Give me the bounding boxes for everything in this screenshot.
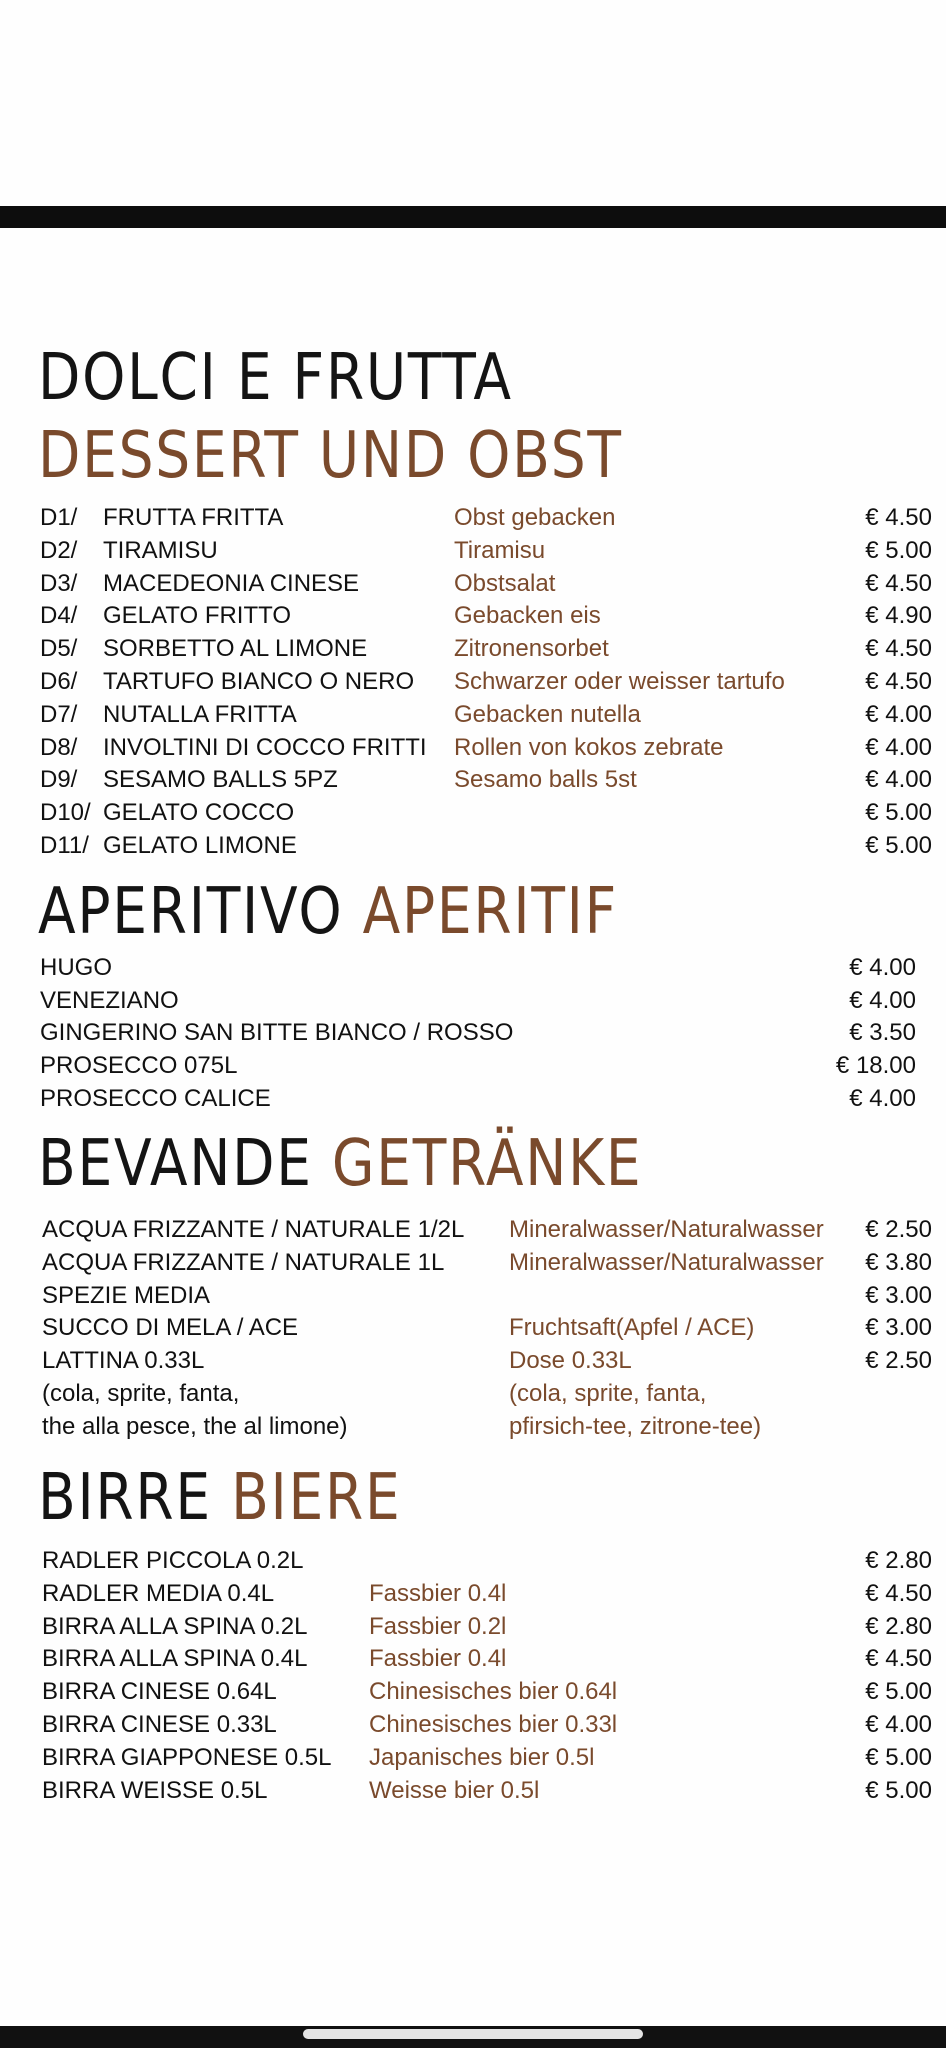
- menu-item-row: [0, 952, 946, 984]
- item-name: PROSECCO 075L: [40, 1052, 238, 1080]
- menu-item-row: [0, 666, 946, 698]
- item-name: SPEZIE MEDIA: [42, 1281, 211, 1309]
- title-de: APERITIF: [362, 875, 619, 949]
- menu-item-row: [0, 1050, 946, 1082]
- menu-item-row: [0, 600, 946, 632]
- item-code: D7/: [40, 700, 78, 728]
- menu-item-row: [0, 699, 946, 731]
- item-price: € 4.00: [865, 766, 932, 794]
- home-indicator[interactable]: [303, 2029, 643, 2039]
- menu-item-row: [0, 1247, 946, 1279]
- item-code: D3/: [40, 569, 78, 597]
- item-price: € 5.00: [865, 1678, 932, 1706]
- item-name: ACQUA FRIZZANTE / NATURALE 1L: [42, 1248, 445, 1276]
- menu-item-row: [0, 1545, 946, 1577]
- item-price: € 2.50: [865, 1216, 932, 1243]
- menu-item-row: [0, 1312, 946, 1344]
- item-translation: Zitronensorbet: [454, 635, 609, 663]
- menu-item-row: [0, 568, 946, 600]
- item-price: € 4.50: [865, 569, 932, 597]
- item-translation: Tiramisu: [454, 536, 546, 564]
- menu-item-row: [0, 1578, 946, 1610]
- menu-item-row: [0, 764, 946, 796]
- item-code: D1/: [40, 504, 78, 531]
- item-name: GINGERINO SAN BITTE BIANCO / ROSSO: [40, 1019, 514, 1047]
- menu-item-row: [0, 1775, 946, 1807]
- item-name: BIRRA ALLA SPINA 0.4L: [42, 1645, 308, 1673]
- item-name: (cola, sprite, fanta,: [42, 1380, 240, 1407]
- item-code: D6/: [40, 668, 78, 695]
- item-price: € 2.80: [865, 1547, 932, 1574]
- item-price: € 4.00: [865, 1711, 932, 1738]
- item-price: € 4.00: [849, 954, 916, 981]
- menu-item-row: [0, 1742, 946, 1774]
- item-price: € 4.00: [849, 1084, 916, 1112]
- item-translation: Fassbier 0.4l: [369, 1579, 507, 1607]
- title-de: GETRÄNKE: [331, 1127, 643, 1201]
- item-code: D8/: [40, 733, 78, 761]
- item-name: the alla pesce, the al limone): [42, 1412, 348, 1440]
- menu-item-row: [0, 1709, 946, 1741]
- item-translation: Schwarzer oder weisser tartufo: [454, 668, 785, 695]
- menu-item-row: [0, 1676, 946, 1708]
- item-name: BIRRA ALLA SPINA 0.2L: [42, 1612, 308, 1640]
- item-price: € 4.00: [865, 700, 932, 728]
- item-price: € 5.00: [865, 832, 932, 859]
- item-name: MACEDEONIA CINESE: [103, 569, 360, 597]
- item-translation: Chinesisches bier 0.33l: [369, 1711, 618, 1738]
- item-price: € 2.80: [865, 1612, 932, 1640]
- top-divider-bar: [0, 206, 946, 228]
- item-code: D10/: [40, 799, 91, 827]
- item-name: VENEZIANO: [40, 986, 179, 1014]
- section-title-bevande: [38, 1127, 643, 1201]
- section-title-dolci: DOLCI E FRUTTA: [38, 341, 513, 415]
- item-code: D2/: [40, 536, 78, 564]
- menu-item-row: [0, 1345, 946, 1377]
- item-price: € 3.50: [849, 1019, 916, 1047]
- item-translation: Japanisches bier 0.5l: [369, 1743, 595, 1771]
- item-translation: Mineralwasser/Naturalwasser: [509, 1248, 824, 1276]
- item-price: € 4.00: [849, 986, 916, 1014]
- item-translation: (cola, sprite, fanta,: [509, 1380, 707, 1407]
- item-price: € 5.00: [865, 536, 932, 564]
- menu-item-row: [0, 830, 946, 862]
- title-it: BIRRE: [38, 1461, 212, 1535]
- menu-item-row: [0, 1411, 946, 1443]
- menu-item-row: [0, 633, 946, 665]
- item-name: GELATO LIMONE: [103, 832, 297, 859]
- menu-item-row: [0, 732, 946, 764]
- item-price: € 4.50: [865, 635, 932, 663]
- item-name: SORBETTO AL LIMONE: [103, 635, 368, 663]
- menu-item-row: [0, 1280, 946, 1312]
- item-price: € 4.90: [865, 602, 932, 630]
- item-price: € 4.50: [865, 1645, 932, 1673]
- item-translation: Gebacken eis: [454, 602, 601, 630]
- item-name: BIRRA CINESE 0.64L: [42, 1678, 277, 1706]
- section-title-aperitivo: [38, 875, 619, 949]
- section-subtitle-dessert: DESSERT UND OBST: [38, 419, 623, 493]
- item-translation: Weisse bier 0.5l: [369, 1776, 540, 1804]
- item-name: RADLER MEDIA 0.4L: [42, 1579, 275, 1607]
- item-name: BIRRA GIAPPONESE 0.5L: [42, 1743, 332, 1771]
- item-translation: pfirsich-tee, zitrone-tee): [509, 1412, 762, 1440]
- item-name: BIRRA CINESE 0.33L: [42, 1711, 277, 1738]
- item-translation: Gebacken nutella: [454, 700, 641, 728]
- item-code: D4/: [40, 602, 78, 630]
- menu-item-row: [0, 1643, 946, 1675]
- item-name: PROSECCO CALICE: [40, 1084, 271, 1112]
- item-translation: Fruchtsaft(Apfel / ACE): [509, 1314, 755, 1342]
- item-translation: Chinesisches bier 0.64l: [369, 1678, 618, 1706]
- item-name: SUCCO DI MELA / ACE: [42, 1314, 299, 1342]
- item-name: NUTALLA FRITTA: [103, 700, 297, 728]
- menu-item-row: [0, 535, 946, 567]
- item-code: D5/: [40, 635, 78, 663]
- item-translation: Obstsalat: [454, 569, 556, 597]
- item-name: FRUTTA FRITTA: [103, 504, 284, 531]
- item-translation: Mineralwasser/Naturalwasser: [509, 1216, 824, 1243]
- menu-item-row: [0, 985, 946, 1017]
- item-name: BIRRA WEISSE 0.5L: [42, 1776, 268, 1804]
- menu-item-row: [0, 1083, 946, 1115]
- item-translation: Fassbier 0.2l: [369, 1612, 507, 1640]
- item-price: € 5.00: [865, 799, 932, 827]
- menu-item-row: [0, 1214, 946, 1246]
- item-price: € 5.00: [865, 1743, 932, 1771]
- item-price: € 5.00: [865, 1776, 932, 1804]
- item-price: € 2.50: [865, 1347, 932, 1375]
- item-price: € 4.50: [865, 504, 932, 531]
- item-name: TIRAMISU: [103, 536, 218, 564]
- item-price: € 3.00: [865, 1314, 932, 1342]
- item-price: € 3.00: [865, 1281, 932, 1309]
- title-it: BEVANDE: [38, 1127, 313, 1201]
- item-name: GELATO COCCO: [103, 799, 295, 827]
- item-translation: Fassbier 0.4l: [369, 1645, 507, 1673]
- title-it: APERITIVO: [38, 875, 344, 949]
- item-name: ACQUA FRIZZANTE / NATURALE 1/2L: [42, 1216, 465, 1243]
- menu-item-row: [0, 502, 946, 534]
- item-name: SESAMO BALLS 5PZ: [103, 766, 338, 794]
- item-translation: Dose 0.33L: [509, 1347, 632, 1375]
- menu-item-row: [0, 797, 946, 829]
- item-translation: Sesamo balls 5st: [454, 766, 637, 794]
- section-title-birre: [38, 1461, 402, 1535]
- item-price: € 4.50: [865, 668, 932, 695]
- item-price: € 18.00: [835, 1052, 916, 1080]
- item-code: D11/: [40, 832, 89, 859]
- item-name: RADLER PICCOLA 0.2L: [42, 1547, 304, 1574]
- title-de: BIERE: [231, 1461, 402, 1535]
- menu-item-row: [0, 1611, 946, 1643]
- item-translation: Rollen von kokos zebrate: [454, 733, 724, 761]
- item-code: D9/: [40, 766, 78, 794]
- item-name: GELATO FRITTO: [103, 602, 292, 630]
- item-price: € 3.80: [865, 1248, 932, 1276]
- item-price: € 4.50: [865, 1579, 932, 1607]
- menu-item-row: [0, 1017, 946, 1049]
- item-price: € 4.00: [865, 733, 932, 761]
- item-name: INVOLTINI DI COCCO FRITTI: [103, 733, 427, 761]
- menu-item-row: [0, 1378, 946, 1410]
- item-name: LATTINA 0.33L: [42, 1347, 205, 1375]
- item-name: HUGO: [40, 954, 112, 981]
- item-name: TARTUFO BIANCO O NERO: [103, 668, 415, 695]
- item-translation: Obst gebacken: [454, 504, 616, 531]
